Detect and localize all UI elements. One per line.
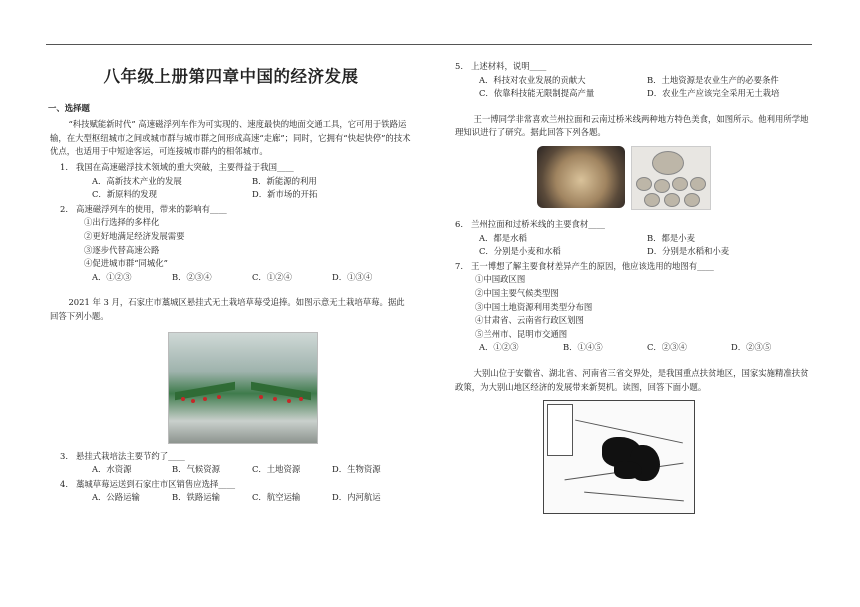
- option: C．分别是小麦和水稻: [479, 246, 561, 257]
- passage-noodles: 王一博同学非常喜欢兰州拉面和云南过桥米线两种地方特色美食，如图所示。他利用所学地理知识进行了研究。据此回答下列各题。: [455, 113, 809, 138]
- page-title: 八年级上册第四章中国的经济发展: [103, 67, 359, 86]
- question-1: 1. 我国在高速磁浮技术领域的重大突破，主要得益于我国____: [60, 161, 294, 172]
- option: B．土地资源是农业生产的必要条件: [647, 74, 779, 85]
- map-legend: [547, 404, 573, 456]
- item: ③中国土地资源利用类型分布图: [475, 301, 593, 312]
- question-5-options: [479, 74, 815, 101]
- food-photos: [537, 146, 815, 210]
- question-6-options: [479, 232, 815, 259]
- item: ⑤兰州市、昆明市交通图: [475, 328, 568, 339]
- question-2-options: [92, 271, 412, 285]
- question-6: 6. 兰州拉面和过桥米线的主要食材____: [455, 218, 605, 229]
- option: D．①③④: [332, 271, 373, 282]
- option: D．农业生产应该完全采用无土栽培: [647, 88, 780, 99]
- question-4-options: [92, 491, 412, 505]
- item: ①出行选择的多样化: [84, 217, 160, 228]
- question-7: 7. 王一博想了解主要食材差异产生的原因，他应该选用的地图有____: [455, 260, 714, 271]
- option: C．新原料的发现: [92, 189, 158, 200]
- question-1-options: [92, 175, 412, 202]
- strawberry-greenhouse-photo: [168, 332, 318, 444]
- item: ②更好地满足经济发展需要: [84, 230, 185, 241]
- option: C．依靠科技能无限制提高产量: [479, 88, 595, 99]
- option: C．①②④: [252, 271, 292, 282]
- option: A．科技对农业发展的贡献大: [479, 74, 586, 85]
- passage-maglev: “科技赋能新时代” 高速磁浮列车作为可实现的、速度最快的地面交通工具，它可用于铁路运输，在大型枢纽城市之间或城市群与城市群之间形成高速“走廊”；同时，它拥有“快起快停”的技术优点，也适用于中短途客运，可连接城市群内的相邻城市。: [50, 119, 411, 157]
- option: A．①②③: [92, 271, 132, 282]
- option: A．①②③: [479, 342, 519, 353]
- option: D．分别是水稻和小麦: [647, 246, 730, 257]
- option: A．水资源: [92, 464, 132, 475]
- item: ④促进城市群“同城化”: [84, 258, 168, 269]
- option: B．铁路运输: [172, 492, 221, 503]
- option: A．都是水稻: [479, 232, 527, 243]
- option: B．新能源的利用: [252, 175, 317, 186]
- question-3: 3. 悬挂式栽培法主要节约了____: [60, 450, 185, 461]
- right-column: [455, 52, 815, 514]
- item: ④甘肃省、云南省行政区划图: [475, 315, 584, 326]
- option: C．②③④: [647, 342, 687, 353]
- passage-strawberry: 2021 年 3 月，石家庄市藁城区悬挂式无土栽培草莓受追捧。如图示意无土栽培草莓。据此回答下列小题。: [50, 297, 405, 321]
- question-7-items: [475, 273, 815, 341]
- question-2: 2. 高速磁浮列车的使用，带来的影响有____: [60, 203, 227, 214]
- option: A．公路运输: [92, 492, 140, 503]
- option: C．航空运输: [252, 492, 301, 503]
- question-2-items: [84, 216, 412, 270]
- section-heading: 一、选择题: [48, 102, 90, 113]
- left-column: [50, 52, 412, 505]
- item: ①中国政区图: [475, 274, 526, 285]
- option: C．土地资源: [252, 464, 301, 475]
- passage-dabie: 大别山位于安徽省、湖北省、河南省三省交界处，是我国重点扶贫地区，国家实施精准扶贫政策，为大别山地区经济的发展带来新契机。读图，回答下面小题。: [455, 367, 809, 392]
- question-3-options: [92, 463, 412, 477]
- question-5: 5. 上述材料，说明____: [455, 61, 547, 71]
- option: A．高新技术产业的发展: [92, 175, 182, 186]
- option: D．内河航运: [332, 492, 381, 503]
- option: B．②③④: [172, 271, 212, 282]
- lanzhou-noodles-photo: [537, 146, 625, 208]
- option: B．都是小麦: [647, 232, 696, 243]
- option: D．②③⑤: [731, 342, 772, 353]
- item: ③逐步代替高速公路: [84, 244, 160, 255]
- item: ②中国主要气候类型图: [475, 287, 559, 298]
- top-rule: [46, 44, 812, 45]
- option: D．新市场的开拓: [252, 189, 318, 200]
- option: B．气候资源: [172, 464, 221, 475]
- dabie-mountain-map: [543, 400, 695, 514]
- question-7-options: [479, 341, 815, 355]
- question-4: 4. 藁城草莓运送到石家庄市区销售应选择____: [60, 478, 236, 489]
- rice-noodles-photo: [631, 146, 711, 210]
- option: D．生物资源: [332, 464, 381, 475]
- option: B．①④⑤: [563, 342, 603, 353]
